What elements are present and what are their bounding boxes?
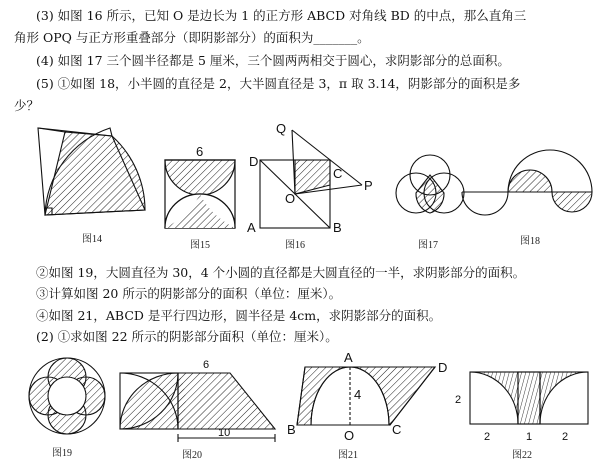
question-5: (2) ①求如图 22 所示的阴影部分面积（单位：厘米）。 — [36, 329, 338, 344]
figure-16-label-P: P — [364, 178, 373, 193]
caption-figure-18: 图18 — [520, 236, 540, 247]
figure-20 — [120, 373, 275, 442]
figure-21-label-C: C — [392, 422, 402, 437]
figure-22-label-left: 2 — [455, 394, 462, 406]
figure-22-label-bottom-1: 2 — [484, 431, 491, 443]
figure-16-label-B: B — [333, 220, 342, 235]
figure-22-label-bottom-3: 2 — [562, 431, 569, 443]
problem-5-line-1: (5) ①如图 18，小半圆的直径是 2，大半圆直径是 3，π 取 3.14，阴影部分的面积是多 — [36, 76, 521, 91]
problem-3-line-2: 角形 OPQ 与正方形重叠部分（即阴影部分）的面积为_______。 — [14, 30, 370, 45]
figure-21-label-4: 4 — [354, 387, 362, 402]
figure-21 — [297, 367, 435, 425]
figure-22-label-bottom-2: 1 — [526, 431, 533, 443]
figure-21-label-O: O — [344, 428, 355, 443]
caption-figure-15: 图15 — [190, 240, 210, 251]
question-2: ②如图 19，大圆直径为 30，4 个小圆的直径都是大圆直径的一半，求阴影部分的面积。 — [36, 265, 526, 280]
figure-16-label-A: A — [247, 220, 256, 235]
figure-15-label-top: 6 — [196, 144, 204, 159]
figure-21-label-A: A — [344, 350, 353, 365]
caption-figure-16: 图16 — [285, 240, 305, 251]
caption-figure-17: 图17 — [418, 240, 438, 251]
question-3: ③计算如图 20 所示的阴影部分的面积（单位：厘米）。 — [36, 286, 342, 301]
figure-16-label-C: C — [333, 166, 343, 181]
figure-16-label-O: O — [285, 191, 296, 206]
figure-16 — [260, 130, 362, 228]
figure-17 — [396, 155, 464, 213]
problem-5-line-2: 少？ — [14, 98, 40, 113]
figure-22 — [470, 372, 588, 424]
figure-16-label-D: D — [249, 154, 259, 169]
figure-16-label-Q: Q — [276, 121, 287, 136]
figure-19 — [29, 358, 105, 434]
caption-figure-21: 图21 — [338, 450, 358, 461]
figure-18 — [462, 150, 592, 215]
caption-figure-14: 图14 — [82, 234, 102, 245]
problem-4-line-1: (4) 如图 17 三个圆半径都是 5 厘米，三个圆两两相交于圆心，求阴影部分的总面积。 — [36, 53, 510, 68]
figure-21-label-B: B — [287, 422, 296, 437]
problem-3-line-1: (3) 如图 16 所示，已知 O 是边长为 1 的正方形 ABCD 对角线 BD 的中点，那么直角三 — [36, 8, 527, 23]
figure-20-label-bottom: 10 — [218, 427, 231, 439]
caption-figure-19: 图19 — [52, 448, 72, 459]
question-4: ④如图 21，ABCD 是平行四边形，圆半径是 4cm，求阴影部分的面积。 — [36, 308, 442, 323]
caption-figure-22: 图22 — [512, 450, 532, 461]
figure-15 — [165, 160, 235, 228]
figure-14 — [38, 128, 145, 215]
figure-21-label-D: D — [438, 360, 448, 375]
figure-20-label-top: 6 — [203, 359, 210, 371]
caption-figure-20: 图20 — [182, 450, 202, 461]
